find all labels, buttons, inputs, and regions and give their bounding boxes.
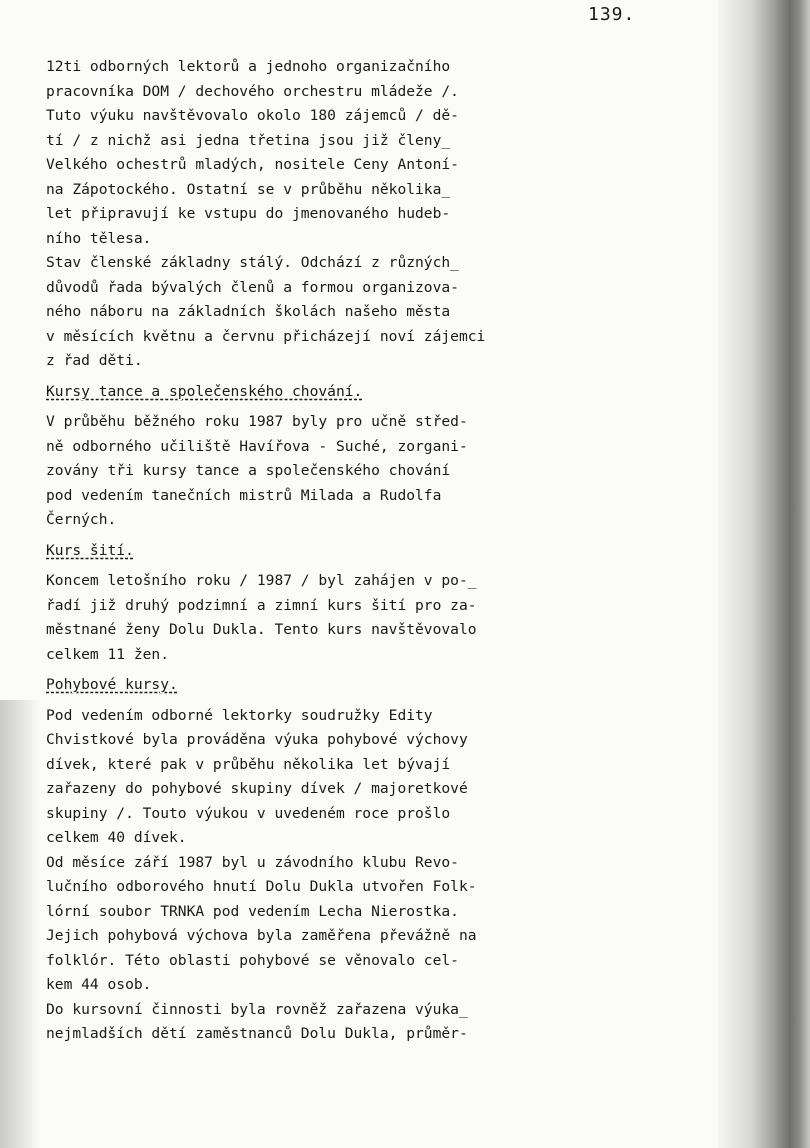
section-heading: Pohybové kursy. — [46, 676, 178, 693]
page-edge-shadow — [0, 700, 40, 1148]
text-line: Koncem letošního roku / 1987 / byl zahájen v po-_ — [46, 572, 477, 589]
paragraph — [46, 569, 726, 667]
text-line: Pod vedením odborné lektorky soudružky Edity — [46, 706, 433, 724]
text-line: Jejich pohybová výchova byla zaměřena převážně na — [46, 927, 477, 944]
paragraph — [46, 410, 726, 533]
text-line: lórní soubor TRNKA pod vedením Lecha Nierostka. — [46, 902, 459, 920]
text-line: v měsících květnu a červnu přicházejí noví zájemci — [46, 327, 486, 345]
text-line: lučního odborového hnutí Dolu Dukla utvořen Folk- — [46, 878, 477, 895]
text-line: ního tělesa. — [46, 229, 152, 247]
text-line: ného náboru na základních školách našeho města — [46, 303, 451, 320]
section-heading: Kurs šití. — [46, 541, 134, 559]
text-line: zařazeny do pohybové skupiny dívek / majoretkové — [46, 780, 468, 797]
text-line: řadí již druhý podzimní a zimní kurs šití pro za- — [46, 596, 477, 614]
text-line: Do kursovní činnosti byla rovněž zařazena výuka_ — [46, 1000, 468, 1018]
text-line: pracovníka DOM / dechového orchestru mládeže /. — [46, 82, 459, 100]
text-line: důvodů řada bývalých členů a formou organizova- — [46, 278, 459, 296]
text-line: kem 44 osob. — [46, 976, 152, 993]
text-line: pod vedením tanečních mistrů Milada a Rudolfa — [46, 486, 442, 504]
text-line: zovány tři kursy tance a společenského chování — [46, 462, 451, 479]
text-line: tí / z nichž asi jedna třetina jsou již členy_ — [46, 131, 451, 149]
paragraph — [46, 55, 726, 374]
text-line: nejmladších dětí zaměstnanců Dolu Dukla, průměr- — [46, 1025, 468, 1042]
text-line: 12ti odborných lektorů a jednoho organizačního — [46, 58, 451, 75]
text-line: skupiny /. Touto výukou v uvedeném roce prošlo — [46, 804, 451, 822]
text-line: městnané ženy Dolu Dukla. Tento kurs navštěvovalo — [46, 621, 477, 638]
book-binding-shadow — [718, 0, 810, 1148]
text-line: Velkého ochestrů mladých, nositele Ceny Antoní- — [46, 156, 459, 173]
text-line: Stav členské základny stálý. Odchází z různých_ — [46, 254, 459, 271]
page-number: 139. — [588, 4, 636, 25]
text-line: Černých. — [46, 511, 117, 528]
text-line: Tuto výuku navštěvovalo okolo 180 zájemců / dě- — [46, 107, 459, 124]
section-heading: Kursy tance a společenského chování. — [46, 382, 363, 400]
text-line: V průběhu běžného roku 1987 byly pro učně střed- — [46, 413, 468, 430]
text-line: celkem 40 dívek. — [46, 829, 187, 846]
document-body — [46, 55, 726, 1047]
paragraph — [46, 704, 726, 1047]
text-line: celkem 11 žen. — [46, 645, 170, 663]
text-line: ně odborného učiliště Havířova - Suché, zorgani- — [46, 437, 468, 455]
text-line: dívek, které pak v průběhu několika let bývají — [46, 755, 451, 773]
text-line: na Zápotockého. Ostatní se v průběhu několika_ — [46, 180, 451, 198]
text-line: Chvistkové byla prováděna výuka pohybové výchovy — [46, 731, 468, 748]
text-line: Od měsíce září 1987 byl u závodního klubu Revo- — [46, 853, 459, 871]
text-line: let připravují ke vstupu do jmenovaného hudeb- — [46, 205, 451, 222]
text-line: z řad děti. — [46, 352, 143, 369]
text-line: folklór. Této oblasti pohybové se věnovalo cel- — [46, 951, 459, 969]
